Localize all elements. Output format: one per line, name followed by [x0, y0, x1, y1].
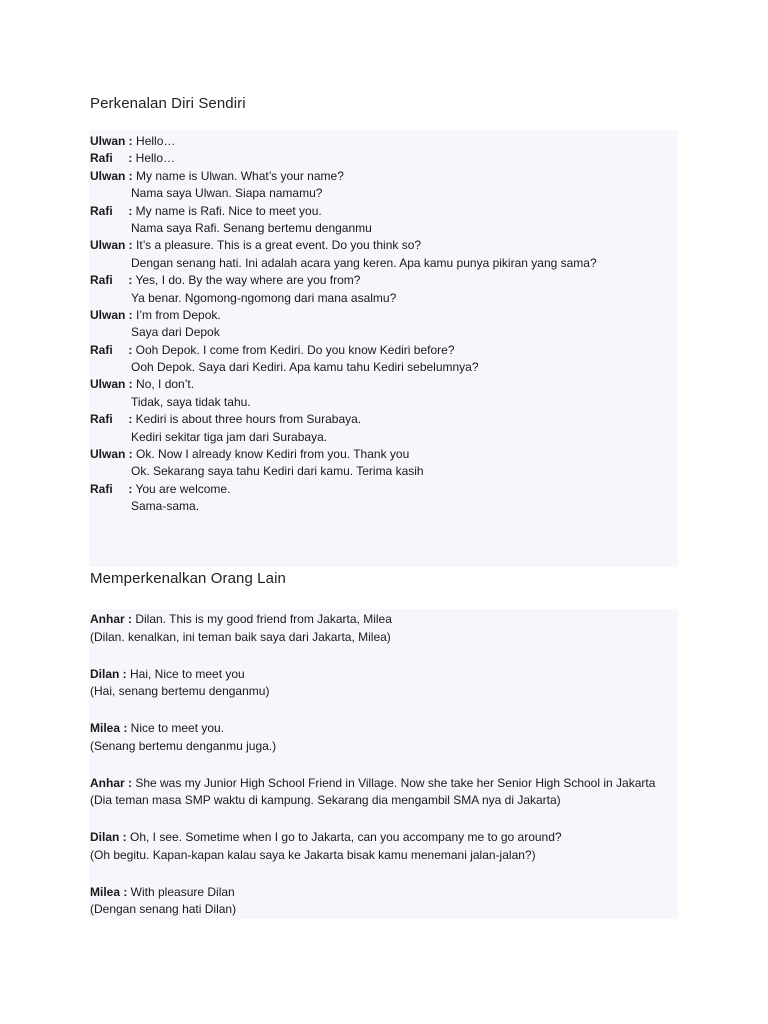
dialogue-paragraph [89, 666, 678, 701]
dialogue-line: Rafi : Ooh Depok. I come from Kediri. Do you know Kediri before? [89, 342, 678, 359]
translation-line: (Senang bertemu denganmu juga.) [90, 738, 277, 753]
speaker-name: Milea : [90, 721, 128, 735]
speaker-name: Anhar : [90, 775, 132, 790]
dialogue-line [89, 775, 678, 793]
line-text: I’m from Depok. [132, 307, 221, 322]
translation-line: (Dilan. kenalkan, ini teman baik saya dari Jakarta, Milea) [90, 629, 391, 644]
translation-line: (Hai, senang bertemu denganmu) [90, 684, 270, 698]
dialogue-line: Rafi : Yes, I do. By the way where are you from? [89, 272, 678, 289]
line-text: Sama-sama. [131, 499, 200, 514]
line-text: Ok. Sekarang saya tahu Kediri dari kamu. Terima kasih [131, 464, 424, 479]
line-text: Dengan senang hati. Ini adalah acara yang keren. Apa kamu punya pikiran yang sama? [131, 255, 597, 270]
dialogue-line: Ulwan : Ok. Now I already know Kediri from you. Thank you [89, 446, 678, 463]
speaker-name: Milea : [90, 884, 128, 899]
dialogue-line [89, 611, 678, 629]
translation-line: (Dengan senang hati Dilan) [90, 902, 237, 916]
speaker-name: Rafi [90, 412, 113, 427]
dialogue-line [89, 666, 678, 684]
dialogue-line: Ulwan : No, I don’t. [89, 376, 678, 393]
line-text: Nama saya Ulwan. Siapa namamu? [131, 186, 323, 201]
translation-line [89, 429, 678, 446]
dialogue-line: Ulwan : My name is Ulwan. What’s your name? [89, 168, 678, 185]
translation-line [89, 394, 678, 411]
section-title-self-introduction: Perkenalan Diri Sendiri [90, 95, 246, 112]
line-text: You are welcome. [132, 481, 231, 496]
line-text: Tidak, saya tidak tahu. [131, 394, 251, 409]
line-text: No, I don’t. [132, 377, 195, 392]
translation-line [89, 220, 678, 237]
dialogue-paragraph [89, 829, 678, 864]
speaker-name: Ulwan [90, 134, 126, 148]
dialogue-paragraph [89, 884, 678, 919]
translation-line [89, 290, 678, 307]
dialogue-paragraph [89, 775, 678, 810]
line-text: Kediri sekitar tiga jam dari Surabaya. [131, 429, 328, 444]
dialogue-line: Rafi : Hello… [89, 150, 678, 167]
speaker-name: Rafi [90, 342, 113, 357]
dialogue-line: Ulwan : It’s a pleasure. This is a great event. Do you think so? [89, 237, 678, 254]
dialogue-line: Ulwan : I’m from Depok. [89, 307, 678, 324]
dialogue-line: Rafi : Kediri is about three hours from Surabaya. [89, 411, 678, 428]
line-text: Yes, I do. By the way where are you from? [132, 273, 361, 288]
translation-line: (Oh begitu. Kapan-kapan kalau saya ke Jakarta bisak kamu menemani jalan-jalan?) [90, 847, 536, 862]
line-text: My name is Ulwan. What’s your name? [132, 168, 344, 183]
line-text: Ya benar. Ngomong-ngomong dari mana asalmu? [131, 290, 397, 305]
dialogue-block-introducing-others [89, 609, 678, 919]
line-text: Dilan. This is my good friend from Jakarta, Milea [132, 612, 392, 626]
speaker-name: Ulwan [90, 447, 126, 462]
translation-line [89, 463, 678, 480]
line-text: Ooh Depok. I come from Kediri. Do you know Kediri before? [132, 342, 455, 357]
dialogue-line: Ulwan : Hello… [89, 133, 678, 150]
line-text: My name is Rafi. Nice to meet you. [132, 203, 322, 218]
dialogue-block-self-introduction [89, 130, 678, 567]
dialogue-line [89, 720, 678, 738]
speaker-name: Ulwan [90, 238, 126, 253]
dialogue-paragraph [89, 720, 678, 755]
dialogue-line: Rafi : You are welcome. [89, 481, 678, 498]
line-text: Hello… [132, 151, 176, 166]
line-text: Hai, Nice to meet you [126, 666, 245, 681]
speaker-name: Rafi [90, 151, 113, 166]
speaker-name: Ulwan [90, 307, 126, 322]
speaker-name: Dilan : [90, 666, 127, 681]
line-text: Hello… [132, 134, 176, 148]
translation-line [89, 324, 678, 341]
line-text: With pleasure Dilan [127, 884, 235, 899]
section-title-introducing-others: Memperkenalkan Orang Lain [90, 570, 286, 587]
dialogue-paragraphs [89, 609, 678, 919]
translation-line [89, 498, 678, 515]
line-text: She was my Junior High School Friend in Village. Now she take her Senior High School in Jakarta [132, 775, 656, 790]
line-text: Nama saya Rafi. Senang bertemu denganmu [131, 220, 372, 235]
translation-line [89, 255, 678, 272]
line-text: Ooh Depok. Saya dari Kediri. Apa kamu tahu Kediri sebelumnya? [131, 360, 479, 375]
speaker-name: Rafi [90, 273, 113, 288]
speaker-name: Dilan : [90, 830, 127, 844]
translation-line: (Dia teman masa SMP waktu di kampung. Sekarang dia mengambil SMA nya di Jakarta) [90, 793, 561, 807]
line-text: Nice to meet you. [127, 721, 225, 735]
speaker-name: Rafi [90, 203, 113, 218]
speaker-name: Ulwan [90, 168, 126, 183]
line-text: Kediri is about three hours from Surabaya. [132, 412, 362, 427]
dialogue-line [89, 884, 678, 902]
translation-line [89, 185, 678, 202]
line-text: Saya dari Depok [131, 325, 220, 340]
line-text: Oh, I see. Sometime when I go to Jakarta, can you accompany me to go around? [126, 830, 562, 844]
dialogue-line [89, 829, 678, 847]
line-text: It’s a pleasure. This is a great event. Do you think so? [132, 238, 422, 253]
speaker-name: Rafi [90, 481, 113, 496]
dialogue-line: Rafi : My name is Rafi. Nice to meet you. [89, 203, 678, 220]
speaker-name: Ulwan [90, 377, 126, 392]
line-text: Ok. Now I already know Kediri from you. Thank you [132, 447, 410, 462]
speaker-name: Anhar : [90, 612, 132, 626]
dialogue-paragraph [89, 611, 678, 646]
translation-line [89, 359, 678, 376]
dialogue-lines [89, 130, 678, 516]
